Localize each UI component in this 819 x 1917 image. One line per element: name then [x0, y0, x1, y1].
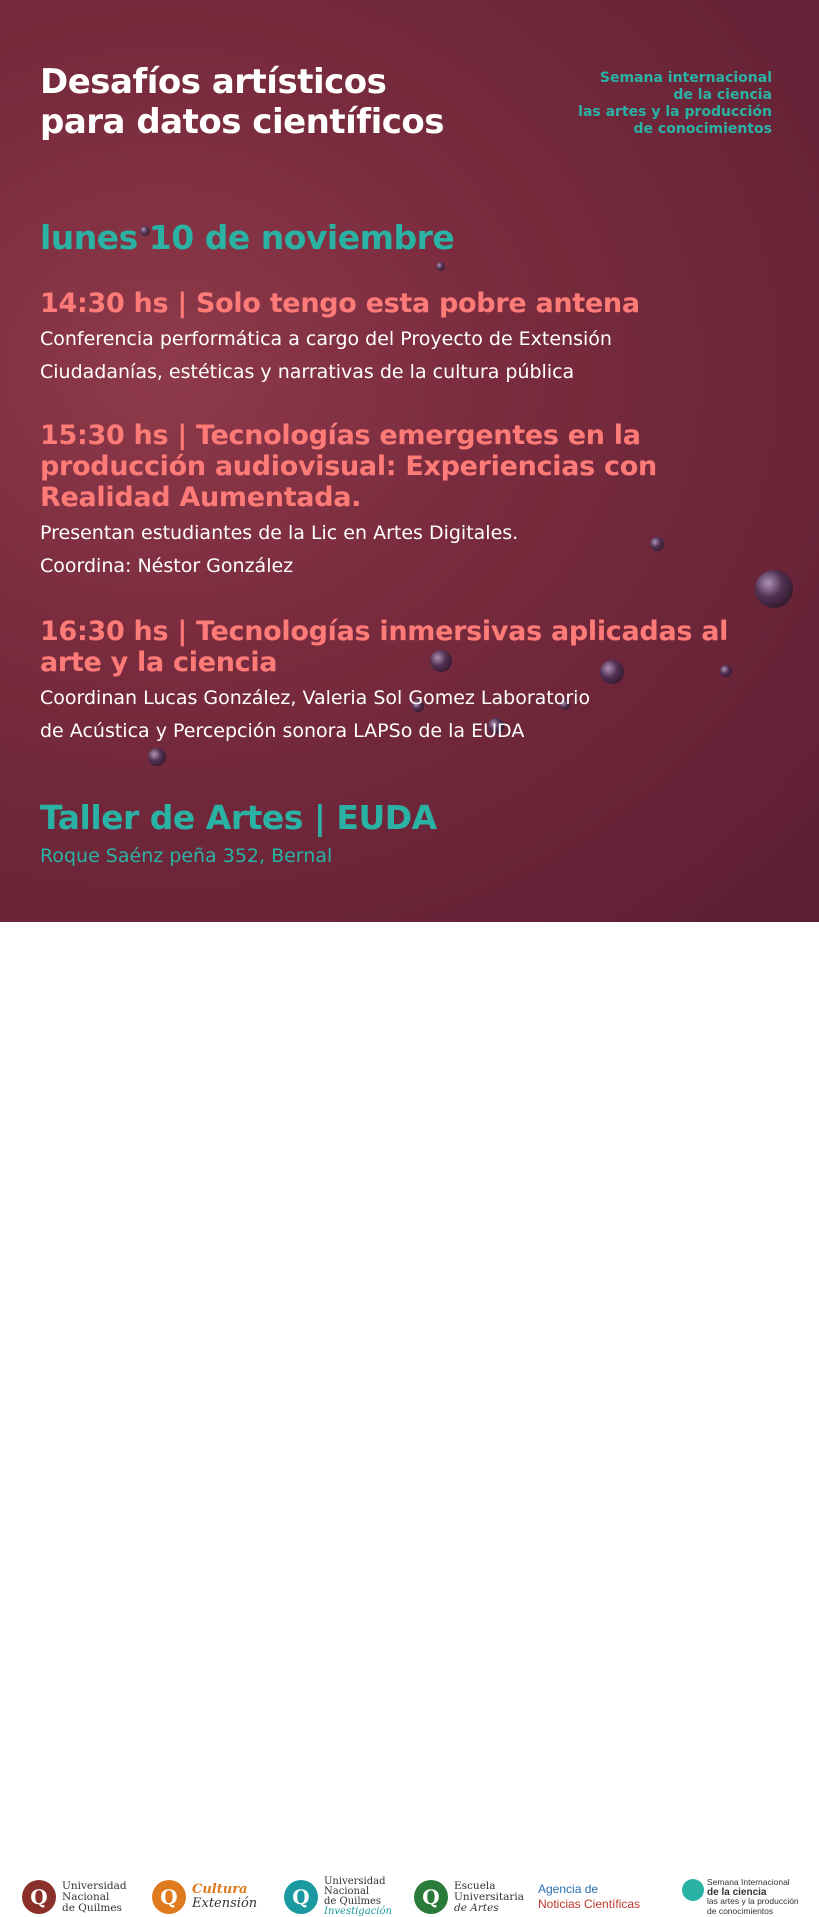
logo-semana — [682, 1877, 799, 1917]
event-heading-line: Realidad Aumentada. — [40, 482, 362, 513]
event-description — [40, 682, 790, 748]
page-title — [40, 62, 444, 142]
logo-text — [62, 1881, 127, 1914]
logo-line: Escuela — [454, 1879, 496, 1892]
event-2 — [40, 420, 790, 583]
logo-unq-investigacion — [284, 1877, 392, 1917]
week-line: Semana internacional — [599, 70, 772, 86]
venue-title: Taller de Artes | EUDA — [40, 798, 437, 837]
logo-unq — [22, 1877, 127, 1917]
event-heading — [40, 616, 790, 678]
semana-icon — [682, 1879, 704, 1901]
title-line: Desafíos artísticos — [40, 62, 387, 102]
event-date: lunes 10 de noviembre — [40, 218, 455, 257]
event-heading-line: 15:30 hs | Tecnologías emergentes en la — [40, 420, 641, 451]
logo-line: Nacional — [62, 1890, 110, 1903]
event-description-line: Conferencia performática a cargo del Proyecto de Extensión — [40, 328, 612, 350]
logo-agencia — [538, 1877, 640, 1917]
logo-text — [324, 1877, 392, 1917]
logo-escuela-artes — [414, 1877, 524, 1917]
logo-line: Nacional — [324, 1886, 370, 1897]
event-heading — [40, 420, 790, 513]
logo-line: Noticias Científicas — [538, 1897, 641, 1911]
event-heading-line: producción audiovisual: Experiencias con — [40, 451, 657, 482]
logo-line: Universitaria — [454, 1890, 524, 1903]
title-line: para datos científicos — [40, 102, 444, 142]
logo-line: de la ciencia — [707, 1886, 767, 1898]
event-description-line: de Acústica y Percepción sonora LAPSo de la EUDA — [40, 720, 525, 742]
unq-q-icon: Q — [22, 1880, 56, 1914]
event-description — [40, 517, 790, 583]
cultura-extension-icon: Q — [152, 1880, 186, 1914]
week-line: de la ciencia — [673, 87, 772, 103]
event-heading — [40, 288, 790, 319]
poster-background — [0, 0, 819, 922]
event-description — [40, 323, 790, 389]
logo-text — [538, 1882, 640, 1912]
week-line: las artes y la producción — [578, 104, 772, 120]
logo-line: Extensión — [192, 1896, 258, 1911]
week-label — [578, 70, 772, 138]
event-heading-line: 16:30 hs | Tecnologías inmersivas aplicadas al — [40, 616, 729, 647]
event-description-line: Presentan estudiantes de la Lic en Artes Digitales. — [40, 522, 519, 544]
logo-cultura-extension — [152, 1877, 257, 1917]
logo-line: las artes y la producción — [707, 1896, 799, 1906]
logo-line: Cultura — [192, 1882, 248, 1897]
logo-line: de Quilmes — [62, 1901, 122, 1914]
event-3 — [40, 616, 790, 748]
logo-line: Semana Internacional — [707, 1877, 790, 1887]
logo-line: de conocimientos — [707, 1905, 774, 1916]
logo-line: Agencia de — [538, 1882, 599, 1896]
logo-line: Universidad — [324, 1876, 386, 1887]
logo-line: de Quilmes — [324, 1896, 382, 1907]
logo-text — [192, 1883, 257, 1911]
event-1 — [40, 288, 790, 389]
venue-address: Roque Saénz peña 352, Bernal — [40, 845, 333, 867]
event-description-line: Ciudadanías, estéticas y narrativas de la cultura pública — [40, 361, 575, 383]
footer-logos — [0, 922, 819, 1917]
bubble-decoration — [148, 748, 166, 766]
logo-text — [707, 1878, 799, 1916]
event-description-line: Coordina: Néstor González — [40, 555, 294, 577]
logo-text — [454, 1881, 524, 1914]
logo-line: Universidad — [62, 1879, 127, 1892]
event-heading-line: arte y la ciencia — [40, 647, 278, 678]
event-description-line: Coordinan Lucas González, Valeria Sol Gomez Laboratorio — [40, 687, 591, 709]
logo-line: Investigación — [324, 1906, 392, 1917]
event-heading-line: 14:30 hs | Solo tengo esta pobre antena — [40, 288, 640, 319]
week-line: de conocimientos — [633, 121, 772, 137]
unq-investigacion-icon: Q — [284, 1880, 318, 1914]
logo-line: de Artes — [454, 1901, 499, 1914]
bubble-decoration — [436, 262, 445, 271]
escuela-artes-icon: Q — [414, 1880, 448, 1914]
